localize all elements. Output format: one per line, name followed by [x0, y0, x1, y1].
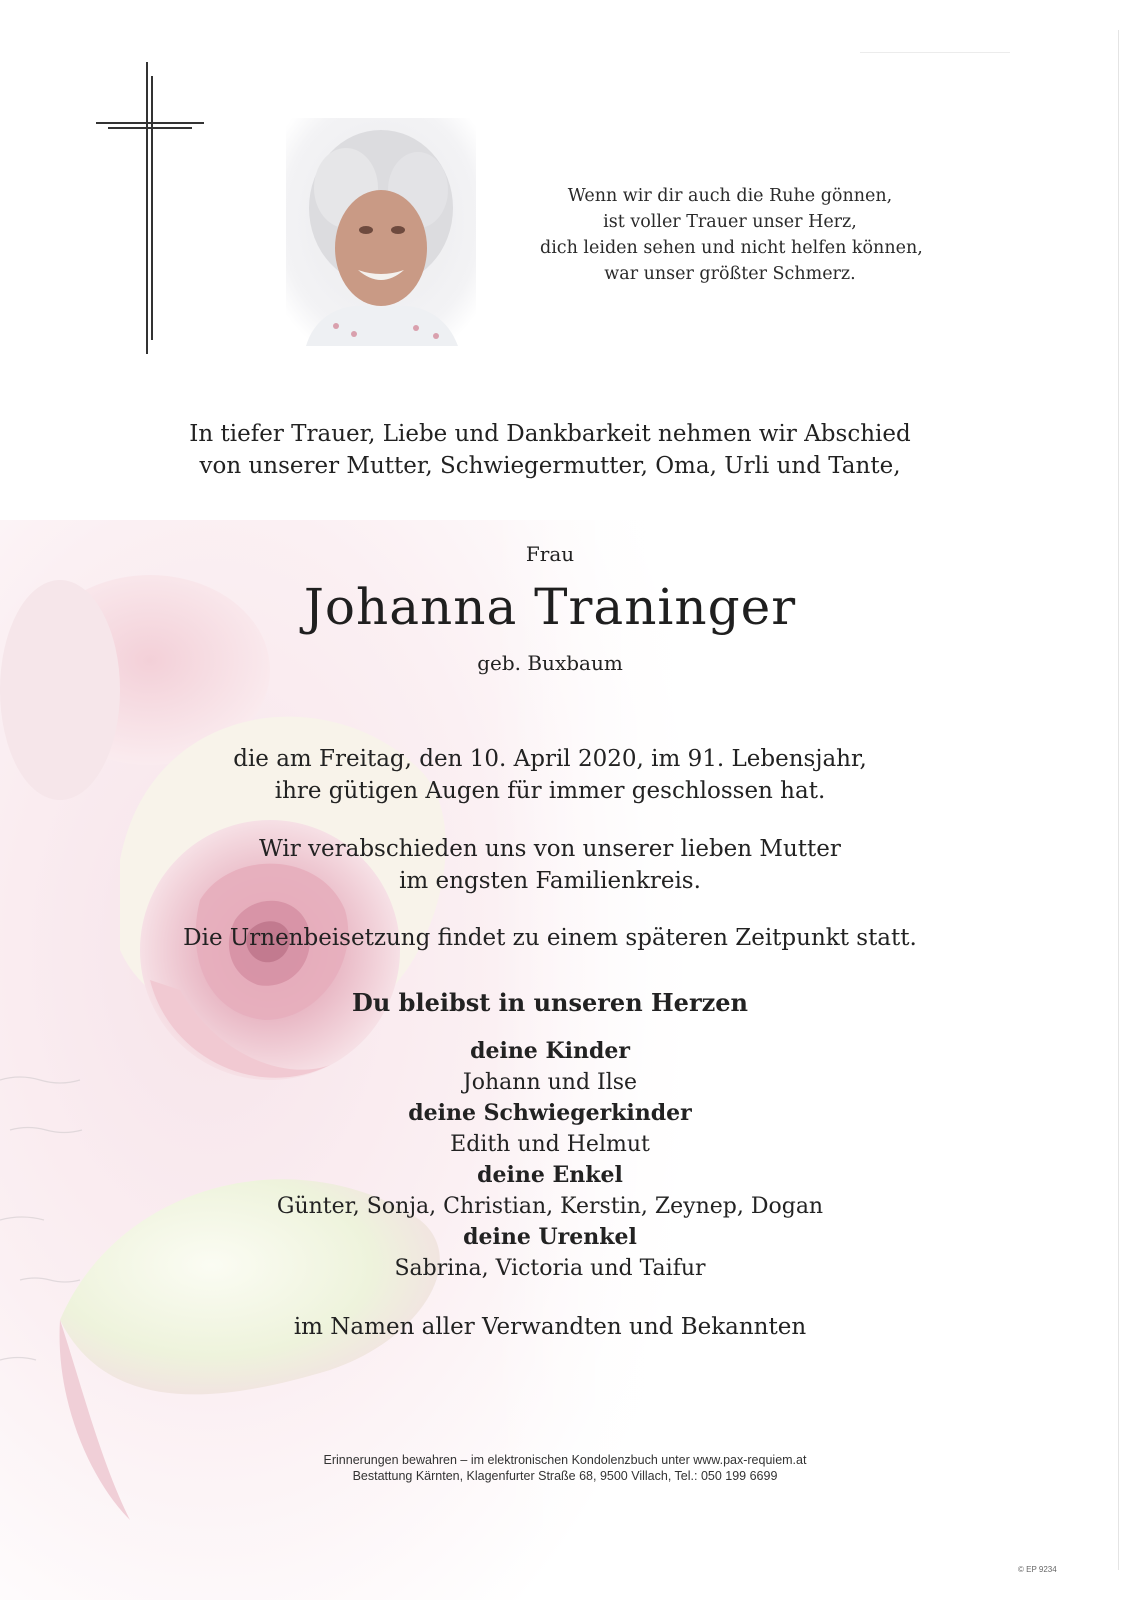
- intro-text: [150, 418, 950, 482]
- salutation: [150, 542, 950, 566]
- poem-line: war unser größter Schmerz.: [604, 264, 856, 284]
- signoff: [150, 1314, 950, 1340]
- page-edge-line-top: [860, 52, 1010, 53]
- family-relation: deine Urenkel: [463, 1224, 637, 1250]
- cross-icon: [96, 62, 204, 354]
- family-names: Edith und Helmut: [450, 1132, 650, 1157]
- memorial-poem: [540, 183, 923, 287]
- burial-notice: [150, 925, 950, 951]
- footer-line: Erinnerungen bewahren – im elektronischen Kondolenzbuch unter www.pax-requiem.at: [323, 1453, 807, 1467]
- farewell-line: Wir verabschieden uns von unserer lieben Mutter: [259, 836, 841, 862]
- family-relation: deine Schwiegerkinder: [408, 1100, 692, 1126]
- family-names: Sabrina, Victoria und Taifur: [394, 1256, 706, 1281]
- poem-line: dich leiden sehen und nicht helfen können,: [540, 238, 923, 258]
- intro-line: In tiefer Trauer, Liebe und Dankbarkeit nehmen wir Abschied: [189, 421, 911, 447]
- salutation-text: Frau: [525, 542, 575, 566]
- motto-text: Du bleibst in unseren Herzen: [352, 988, 748, 1017]
- family-list: [150, 1036, 950, 1284]
- farewell-text: [150, 833, 950, 897]
- print-code: © EP 9234: [1018, 1565, 1057, 1574]
- deceased-name-text: Johanna Traninger: [303, 578, 797, 636]
- death-notice: [150, 743, 950, 807]
- burial-text: Die Urnenbeisetzung findet zu einem späteren Zeitpunkt statt.: [183, 925, 917, 951]
- deceased-name: [150, 578, 950, 636]
- signoff-text: im Namen aller Verwandten und Bekannten: [293, 1314, 807, 1340]
- farewell-line: im engsten Familienkreis.: [399, 868, 701, 894]
- maiden-name: [150, 651, 950, 675]
- motto: [150, 988, 950, 1017]
- poem-line: Wenn wir dir auch die Ruhe gönnen,: [567, 186, 893, 206]
- death-line: die am Freitag, den 10. April 2020, im 91. Lebensjahr,: [233, 746, 867, 772]
- page-edge-line: [1118, 30, 1119, 1570]
- footer-line: Bestattung Kärnten, Klagenfurter Straße 68, 9500 Villach, Tel.: 050 199 6699: [352, 1469, 778, 1483]
- family-names: Johann und Ilse: [462, 1070, 638, 1095]
- portrait-photo: [286, 118, 476, 346]
- footer: [200, 1452, 930, 1484]
- maiden-name-text: geb. Buxbaum: [477, 651, 623, 675]
- family-relation: deine Enkel: [477, 1162, 623, 1188]
- death-line: ihre gütigen Augen für immer geschlossen hat.: [274, 778, 826, 804]
- family-names: Günter, Sonja, Christian, Kerstin, Zeynep, Dogan: [276, 1194, 824, 1219]
- intro-line: von unserer Mutter, Schwiegermutter, Oma, Urli und Tante,: [199, 453, 901, 479]
- family-relation: deine Kinder: [470, 1038, 630, 1064]
- poem-line: ist voller Trauer unser Herz,: [603, 212, 857, 232]
